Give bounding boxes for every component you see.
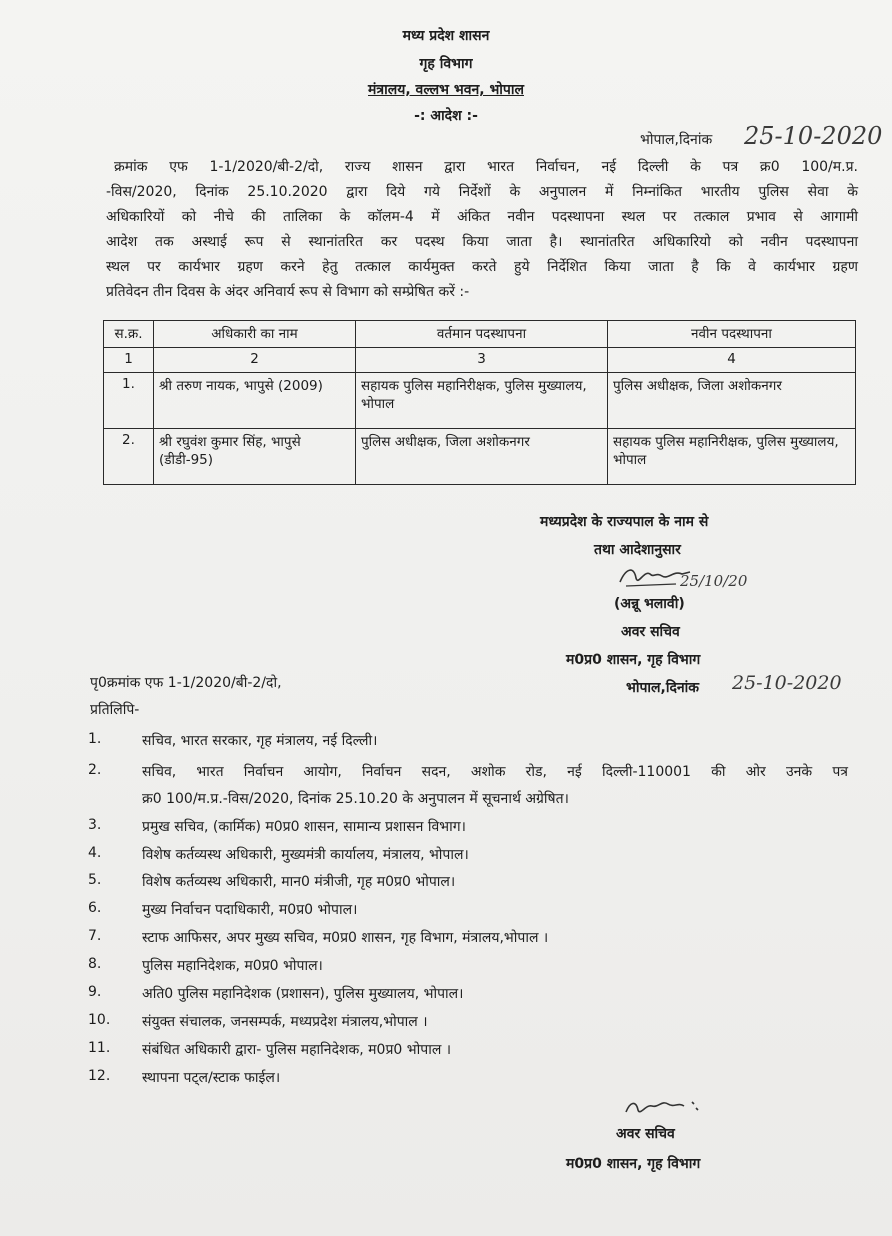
- endorsement-number: पृ0क्रमांक एफ 1-1/2020/बी-2/दो,: [90, 675, 282, 691]
- copy-number: 9.: [88, 984, 102, 1000]
- order-title: -: आदेश :-: [414, 108, 478, 124]
- copy-recipient: सचिव, भारत सरकार, गृह मंत्रालय, नई दिल्ली।: [142, 733, 378, 749]
- row-serial: 1.: [104, 373, 154, 429]
- copy-number: 12.: [88, 1068, 111, 1084]
- copy-recipient: विशेष कर्तव्यस्थ अधिकारी, मुख्यमंत्री कार्यालय, मंत्रालय, भोपाल।: [142, 847, 469, 863]
- copy-recipient: पुलिस महानिदेशक, म0प्र0 भोपाल।: [142, 958, 323, 974]
- copy-recipient: मुख्य निर्वाचन पदाधिकारी, म0प्र0 भोपाल।: [142, 902, 358, 918]
- table-row: [104, 373, 856, 429]
- row-officer-name: श्री रघुवंश कुमार सिंह, भापुसे (डीडी-95): [154, 429, 356, 485]
- address-heading: मंत्रालय, वल्लभ भवन, भोपाल: [368, 82, 524, 98]
- copy-number: 4.: [88, 845, 102, 861]
- copy-number: 8.: [88, 956, 102, 972]
- copy-number: 11.: [88, 1040, 111, 1056]
- endorsement-date-label: भोपाल,दिनांक: [626, 680, 700, 696]
- copy-recipient: सचिव, भारत निर्वाचन आयोग, निर्वाचन सदन, अशोक रोड, नई दिल्ली-110001 की ओर उनके पत्र: [142, 764, 848, 780]
- copy-number: 7.: [88, 928, 102, 944]
- copy-recipient: संयुक्त संचालक, जनसम्पर्क, मध्यप्रदेश मंत्रालय,भोपाल ।: [142, 1014, 428, 1030]
- copy-recipient: प्रमुख सचिव, (कार्मिक) म0प्र0 शासन, सामान्य प्रशासन विभाग।: [142, 819, 466, 835]
- header-current-posting: वर्तमान पदस्थापना: [356, 321, 608, 348]
- signature-date: 25/10/20: [680, 572, 748, 590]
- bottom-designation: अवर सचिव: [616, 1126, 675, 1142]
- transfer-table: [103, 320, 856, 485]
- copy-to-label: प्रतिलिपि-: [90, 702, 140, 718]
- copy-number: 5.: [88, 872, 102, 888]
- copy-recipient-continued: क्र0 100/म.प्र.-विस/2020, दिनांक 25.10.20 के अनुपालन में सूचनार्थ अग्रेषित।: [142, 791, 569, 807]
- signatory-designation: अवर सचिव: [621, 624, 680, 640]
- bottom-office: म0प्र0 शासन, गृह विभाग: [566, 1156, 701, 1172]
- copy-number: 6.: [88, 900, 102, 916]
- dateline-label: भोपाल,दिनांक: [640, 132, 713, 148]
- order-line: अधिकारियों को नीचे की तालिका के कॉलम-4 में अंकित नवीन पदस्थापना स्थल पर तत्काल प्रभाव से आगामी: [106, 209, 858, 225]
- copy-number: 1.: [88, 731, 102, 747]
- signatory-office: म0प्र0 शासन, गृह विभाग: [566, 652, 701, 668]
- column-number-row: [104, 348, 856, 373]
- copy-number: 3.: [88, 817, 102, 833]
- copy-recipient: स्टाफ आफिसर, अपर मुख्य सचिव, म0प्र0 शासन, गृह विभाग, मंत्रालय,भोपाल ।: [142, 930, 549, 946]
- table-row: [104, 429, 856, 485]
- endorsement-handwritten-date: 25-10-2020: [732, 672, 842, 694]
- authority-line-1: मध्यप्रदेश के राज्यपाल के नाम से: [540, 514, 709, 530]
- copy-number: 2.: [88, 762, 102, 778]
- copy-recipient: अति0 पुलिस महानिदेशक (प्रशासन), पुलिस मुख्यालय, भोपाल।: [142, 986, 464, 1002]
- column-number: 2: [154, 348, 356, 373]
- header-serial: स.क्र.: [104, 321, 154, 348]
- copy-recipient: विशेष कर्तव्यस्थ अधिकारी, मान0 मंत्रीजी, गृह म0प्र0 भोपाल।: [142, 874, 456, 890]
- copy-number: 10.: [88, 1012, 111, 1028]
- department-heading: गृह विभाग: [419, 56, 473, 72]
- row-new-posting: पुलिस अधीक्षक, जिला अशोकनगर: [608, 373, 856, 429]
- order-line: -विस/2020, दिनांक 25.10.2020 द्वारा दिये गये निर्देशों के अनुपालन में निम्नांकित भारतीय पुलिस सेवा के: [106, 184, 858, 200]
- column-number: 3: [356, 348, 608, 373]
- government-heading: मध्य प्रदेश शासन: [402, 28, 490, 44]
- row-officer-name: श्री तरुण नायक, भापुसे (2009): [154, 373, 356, 429]
- row-current-posting: पुलिस अधीक्षक, जिला अशोकनगर: [356, 429, 608, 485]
- bottom-signature-mark: [622, 1092, 702, 1122]
- order-line: स्थल पर कार्यभार ग्रहण करने हेतु तत्काल कार्यमुक्त करते हुये निर्देशित किया जाता है कि वे कार्यभार ग्रहण: [106, 259, 858, 275]
- row-serial: 2.: [104, 429, 154, 485]
- header-officer-name: अधिकारी का नाम: [154, 321, 356, 348]
- column-number: 1: [104, 348, 154, 373]
- handwritten-date: 25-10-2020: [744, 122, 883, 150]
- copy-recipient: संबंधित अधिकारी द्वारा- पुलिस महानिदेशक, म0प्र0 भोपाल ।: [142, 1042, 452, 1058]
- header-new-posting: नवीन पदस्थापना: [608, 321, 856, 348]
- authority-line-2: तथा आदेशानुसार: [594, 542, 681, 558]
- order-paragraph: [106, 155, 858, 305]
- order-line: प्रतिवेदन तीन दिवस के अंदर अनिवार्य रूप से विभाग को सम्प्रेषित करें :-: [106, 284, 470, 300]
- column-number: 4: [608, 348, 856, 373]
- row-new-posting: सहायक पुलिस महानिरीक्षक, पुलिस मुख्यालय, भोपाल: [608, 429, 856, 485]
- copy-recipient: स्थापना पट्ल/स्टाक फाईल।: [142, 1070, 281, 1086]
- row-current-posting: सहायक पुलिस महानिरीक्षक, पुलिस मुख्यालय, भोपाल: [356, 373, 608, 429]
- order-line: आदेश तक अस्थाई रूप से स्थानांतरित कर पदस्थ किया जाता है। स्थानांतरित अधिकारियो को नवीन पदस्थापना: [106, 234, 858, 250]
- table-header-row: [104, 321, 856, 348]
- order-line: क्रमांक एफ 1-1/2020/बी-2/दो, राज्य शासन द्वारा भारत निर्वाचन, नई दिल्ली के पत्र क्र0 100/म.प्र.: [114, 159, 858, 175]
- signatory-name: (अन्नू भलावी): [614, 596, 685, 612]
